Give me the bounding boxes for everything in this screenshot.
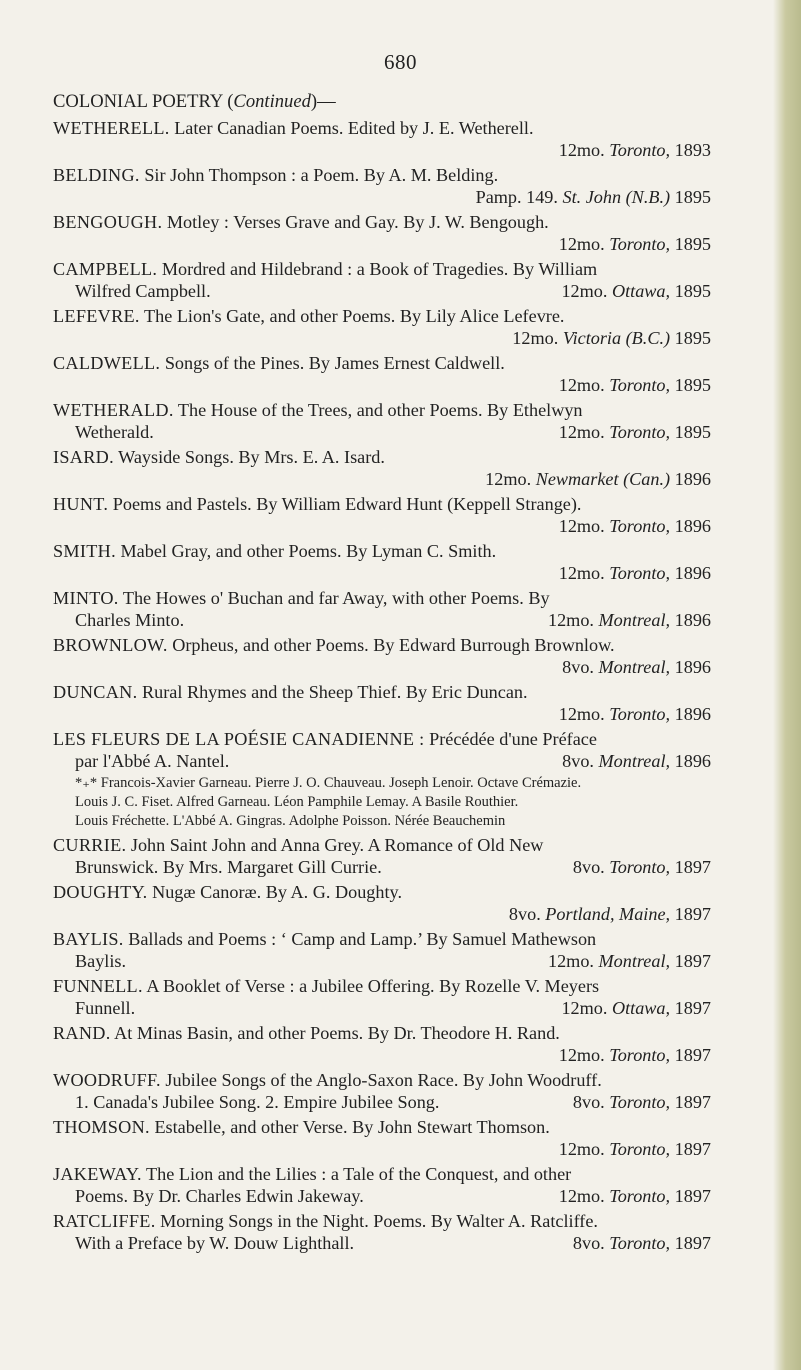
entry-place: Toronto, <box>609 234 671 254</box>
entry-second-line <box>53 186 783 208</box>
entry-format: 8vo. <box>562 751 594 771</box>
entry-title: Nugæ Canoræ. By A. G. Doughty. <box>152 882 402 902</box>
entry-title: Rural Rhymes and the Sheep Thief. By Eric Duncan. <box>142 682 528 702</box>
entry-format: 12mo. <box>558 1186 605 1206</box>
entry-first-line <box>53 258 783 280</box>
entry-place: Toronto, <box>609 422 671 442</box>
entry-title: The Lion's Gate, and other Poems. By Lily Alice Lefevre. <box>144 306 565 326</box>
entry-year: 1897 <box>674 951 711 971</box>
entry-format: 12mo. <box>512 328 559 348</box>
bibliography-entry <box>53 493 783 537</box>
entry-title: A Booklet of Verse : a Jubilee Offering. By Rozelle V. Meyers <box>146 976 600 996</box>
entry-author: BELDING. <box>53 165 140 185</box>
entry-author: THOMSON. <box>53 1117 150 1137</box>
entry-author: WETHERELL. <box>53 118 170 138</box>
bibliography-entry <box>53 1116 783 1160</box>
entry-first-line <box>53 446 783 468</box>
bibliography-entry <box>53 446 783 490</box>
entry-first-line <box>53 587 783 609</box>
entry-place: Victoria (B.C.) <box>562 328 671 348</box>
entry-year: 1896 <box>674 751 711 771</box>
entry-year: 1897 <box>674 857 711 877</box>
page-number: 680 <box>384 50 417 74</box>
contributors-note <box>53 774 765 831</box>
entry-title-cont: Baylis. <box>75 951 127 971</box>
entry-author: MINTO. <box>53 588 119 608</box>
entry-title: Later Canadian Poems. Edited by J. E. Wetherell. <box>174 118 534 138</box>
entry-author: ISARD. <box>53 447 114 467</box>
bibliography-entry <box>53 728 783 772</box>
bibliography-entry <box>53 352 783 396</box>
entry-title: Précédée d'une Préface <box>429 729 597 749</box>
entry-format: 8vo. <box>572 857 605 877</box>
entry-title: Motley : Verses Grave and Gay. By J. W. Bengough. <box>166 212 549 232</box>
entry-title: Mabel Gray, and other Poems. By Lyman C. Smith. <box>120 541 497 561</box>
bibliography-entry <box>53 834 783 878</box>
bibliography-entry <box>53 305 783 349</box>
entry-imprint <box>573 1091 711 1113</box>
entry-year: 1895 <box>674 328 711 348</box>
entry-year: 1895 <box>674 422 711 442</box>
entry-format: 12mo. <box>561 998 608 1018</box>
entry-format: 12mo. <box>547 951 594 971</box>
entry-format: Pamp. 149. <box>475 187 558 207</box>
bibliography-entry <box>53 540 783 584</box>
entry-second-line <box>53 1185 783 1207</box>
entry-year: 1895 <box>674 234 711 254</box>
entry-title: Morning Songs in the Night. Poems. By Walter A. Ratcliffe. <box>160 1211 598 1231</box>
entry-second-line <box>53 997 783 1019</box>
entry-imprint <box>512 328 711 348</box>
entry-format: 12mo. <box>558 1139 605 1159</box>
entry-first-line <box>53 881 783 903</box>
entry-format: 8vo. <box>562 657 594 677</box>
entry-year: 1895 <box>674 375 711 395</box>
entry-second-line <box>53 374 783 396</box>
entry-author: DUNCAN. <box>53 682 138 702</box>
entry-format: 12mo. <box>561 281 608 301</box>
entry-title: The Howes o' Buchan and far Away, with other Poems. By <box>122 588 550 608</box>
bibliography-entry <box>53 211 783 255</box>
entry-author: CAMPBELL. <box>53 259 158 279</box>
entry-imprint <box>559 234 711 254</box>
entry-year: 1897 <box>674 904 711 924</box>
entry-year: 1897 <box>674 1139 711 1159</box>
entry-author: WETHERALD. <box>53 400 174 420</box>
bibliography-list <box>53 117 783 1257</box>
entry-imprint <box>509 904 711 924</box>
entry-second-line <box>53 750 783 772</box>
entry-title-cont: Funnell. <box>75 998 136 1018</box>
entry-first-line <box>53 164 783 186</box>
entry-first-line <box>53 728 783 750</box>
entry-first-line <box>53 1069 783 1091</box>
entry-second-line <box>53 856 783 878</box>
bibliography-entry <box>53 881 783 925</box>
entry-place: Toronto, <box>609 1045 671 1065</box>
entry-year: 1897 <box>674 1233 711 1253</box>
entry-first-line <box>53 399 783 421</box>
entry-place: Newmarket (Can.) <box>535 469 671 489</box>
entry-second-line <box>53 1232 783 1254</box>
entry-title: At Minas Basin, and other Poems. By Dr. Theodore H. Rand. <box>114 1023 560 1043</box>
entry-second-line <box>53 280 783 302</box>
entry-title-cont: Wetherald. <box>75 422 154 442</box>
entry-second-line <box>53 1091 783 1113</box>
entry-first-line <box>53 352 783 374</box>
bibliography-entry <box>53 975 783 1019</box>
entry-year: 1896 <box>674 563 711 583</box>
entry-year: 1896 <box>674 469 711 489</box>
entry-place: Montreal, <box>598 751 671 771</box>
entry-second-line <box>53 703 783 725</box>
entry-imprint <box>548 950 711 972</box>
entry-title-cont: par l'Abbé A. Nantel. <box>75 751 230 771</box>
entry-place: Toronto, <box>609 857 671 877</box>
entry-format: 12mo. <box>485 469 532 489</box>
entry-year: 1895 <box>674 281 711 301</box>
entry-format: 12mo. <box>558 375 605 395</box>
entry-imprint <box>485 469 711 489</box>
entry-year: 1897 <box>674 1092 711 1112</box>
entry-second-line <box>53 656 783 678</box>
entry-title: Estabelle, and other Verse. By John Stewart Thomson. <box>154 1117 550 1137</box>
entry-place: Toronto, <box>609 704 671 724</box>
entry-format: 12mo. <box>547 610 594 630</box>
entry-place: Portland, Maine, <box>545 904 671 924</box>
entry-imprint <box>559 375 711 395</box>
entry-imprint <box>559 1139 711 1159</box>
entry-author: CALDWELL. <box>53 353 161 373</box>
entry-first-line <box>53 1210 783 1232</box>
entry-author: LES FLEURS DE LA POÉSIE CANADIENNE : <box>53 729 425 749</box>
entry-second-line <box>53 515 783 537</box>
entry-format: 12mo. <box>558 140 605 160</box>
entry-first-line <box>53 211 783 233</box>
entry-second-line <box>53 609 783 631</box>
bibliography-entry <box>53 399 783 443</box>
entry-imprint <box>561 280 711 302</box>
entry-title-cont: Poems. By Dr. Charles Edwin Jakeway. <box>75 1186 364 1206</box>
bibliography-entry <box>53 587 783 631</box>
entry-first-line <box>53 1116 783 1138</box>
bibliography-entry <box>53 117 783 161</box>
entry-place: Toronto, <box>609 563 671 583</box>
entry-imprint <box>559 421 711 443</box>
entry-title: Poems and Pastels. By William Edward Hunt (Keppell Strange). <box>112 494 582 514</box>
entry-author: BAYLIS. <box>53 929 124 949</box>
entry-place: Toronto, <box>609 1186 671 1206</box>
bibliography-entry <box>53 681 783 725</box>
entry-title-cont: Charles Minto. <box>75 610 185 630</box>
entry-imprint <box>573 856 711 878</box>
entry-author: HUNT. <box>53 494 109 514</box>
entry-title: Orpheus, and other Poems. By Edward Burrough Brownlow. <box>172 635 615 655</box>
heading-main: COLONIAL POETRY <box>53 91 223 112</box>
entry-first-line <box>53 834 783 856</box>
entry-title-cont: Brunswick. By Mrs. Margaret Gill Currie. <box>75 857 382 877</box>
entry-year: 1895 <box>674 187 711 207</box>
entry-author: BENGOUGH. <box>53 212 163 232</box>
entry-author: BROWNLOW. <box>53 635 168 655</box>
entry-year: 1897 <box>674 1186 711 1206</box>
entry-place: Toronto, <box>609 375 671 395</box>
entry-first-line <box>53 493 783 515</box>
entry-author: LEFEVRE. <box>53 306 140 326</box>
bibliography-entry <box>53 634 783 678</box>
entry-year: 1893 <box>674 140 711 160</box>
entry-author: FUNNELL. <box>53 976 143 996</box>
entry-place: Toronto, <box>609 140 671 160</box>
entry-first-line <box>53 928 783 950</box>
entry-imprint <box>559 563 711 583</box>
entry-place: Toronto, <box>609 516 671 536</box>
entry-imprint <box>562 750 711 772</box>
entry-second-line <box>53 950 783 972</box>
entry-author: DOUGHTY. <box>53 882 148 902</box>
note-line: Louis Fréchette. L'Abbé A. Gingras. Adolphe Poisson. Nérée Beauchemin <box>75 813 506 829</box>
entry-place: Toronto, <box>609 1139 671 1159</box>
bibliography-entry <box>53 164 783 208</box>
entry-author: RATCLIFFE. <box>53 1211 156 1231</box>
entry-imprint <box>559 1045 711 1065</box>
entry-title-cont: 1. Canada's Jubilee Song. 2. Empire Jubilee Song. <box>75 1092 440 1112</box>
entry-second-line <box>53 1044 783 1066</box>
entry-second-line <box>53 468 783 490</box>
entry-first-line <box>53 1022 783 1044</box>
heading-continued: Continued <box>233 91 311 112</box>
entry-place: Toronto, <box>609 1092 671 1112</box>
entry-imprint <box>476 187 711 207</box>
entry-year: 1896 <box>674 657 711 677</box>
entry-second-line <box>53 421 783 443</box>
entry-title: The Lion and the Lilies : a Tale of the Conquest, and other <box>146 1164 572 1184</box>
section-heading: COLONIAL POETRY (Continued)— <box>53 91 336 112</box>
entry-imprint <box>562 657 711 677</box>
entry-place: Ottawa, <box>611 281 671 301</box>
entry-place: Montreal, <box>598 610 671 630</box>
entry-title: John Saint John and Anna Grey. A Romance of Old New <box>130 835 544 855</box>
entry-first-line <box>53 975 783 997</box>
bibliography-entry <box>53 1163 783 1207</box>
bibliography-entry <box>53 1022 783 1066</box>
entry-first-line <box>53 305 783 327</box>
entry-format: 12mo. <box>558 563 605 583</box>
entry-author: SMITH. <box>53 541 116 561</box>
entry-imprint <box>573 1232 711 1254</box>
entry-place: Toronto, <box>609 1233 671 1253</box>
entry-first-line <box>53 634 783 656</box>
entry-title: Ballads and Poems : ‘ Camp and Lamp.’ By Samuel Mathewson <box>128 929 597 949</box>
entry-year: 1896 <box>674 516 711 536</box>
entry-title-cont: With a Preface by W. Douw Lighthall. <box>75 1233 355 1253</box>
entry-first-line <box>53 117 783 139</box>
entry-imprint <box>559 140 711 160</box>
entry-format: 12mo. <box>558 704 605 724</box>
entry-second-line <box>53 903 783 925</box>
entry-imprint <box>559 1185 711 1207</box>
entry-author: CURRIE. <box>53 835 127 855</box>
entry-place: Ottawa, <box>611 998 671 1018</box>
entry-imprint <box>561 997 711 1019</box>
entry-imprint <box>559 516 711 536</box>
entry-title: Sir John Thompson : a Poem. By A. M. Belding. <box>144 165 499 185</box>
entry-first-line <box>53 540 783 562</box>
entry-place: Montreal, <box>598 657 671 677</box>
entry-place: St. John (N.B.) <box>562 187 671 207</box>
bibliography-entry <box>53 1210 783 1254</box>
entry-year: 1897 <box>674 1045 711 1065</box>
entry-second-line <box>53 1138 783 1160</box>
note-line: Louis J. C. Fiset. Alfred Garneau. Léon Pamphile Lemay. A Basile Routhier. <box>75 794 519 810</box>
entry-format: 12mo. <box>558 516 605 536</box>
entry-year: 1896 <box>674 704 711 724</box>
entry-format: 8vo. <box>572 1233 605 1253</box>
entry-place: Montreal, <box>598 951 671 971</box>
entry-title: Mordred and Hildebrand : a Book of Tragedies. By William <box>161 259 598 279</box>
entry-author: WOODRUFF. <box>53 1070 161 1090</box>
entry-first-line <box>53 1163 783 1185</box>
entry-format: 12mo. <box>558 234 605 254</box>
entry-author: JAKEWAY. <box>53 1164 142 1184</box>
entry-second-line <box>53 233 783 255</box>
entry-title-cont: Wilfred Campbell. <box>75 281 211 301</box>
entry-second-line <box>53 139 783 161</box>
entry-format: 12mo. <box>558 422 605 442</box>
entry-title: Songs of the Pines. By James Ernest Caldwell. <box>164 353 505 373</box>
entry-second-line <box>53 562 783 584</box>
entry-second-line <box>53 327 783 349</box>
entry-format: 12mo. <box>558 1045 605 1065</box>
entry-first-line <box>53 681 783 703</box>
entry-author: RAND. <box>53 1023 111 1043</box>
bibliography-entry <box>53 928 783 972</box>
entry-title: Wayside Songs. By Mrs. E. A. Isard. <box>118 447 385 467</box>
entry-format: 8vo. <box>508 904 541 924</box>
bibliography-entry <box>53 258 783 302</box>
bibliography-entry <box>53 1069 783 1113</box>
entry-title: The House of the Trees, and other Poems. By Ethelwyn <box>177 400 583 420</box>
entry-title: Jubilee Songs of the Anglo-Saxon Race. By John Woodruff. <box>165 1070 602 1090</box>
entry-format: 8vo. <box>572 1092 605 1112</box>
entry-year: 1896 <box>674 610 711 630</box>
entry-imprint <box>548 609 711 631</box>
note-line: *₊* Francois-Xavier Garneau. Pierre J. O. Chauveau. Joseph Lenoir. Octave Crémazie. <box>75 775 582 791</box>
entry-imprint <box>559 704 711 724</box>
entry-year: 1897 <box>674 998 711 1018</box>
